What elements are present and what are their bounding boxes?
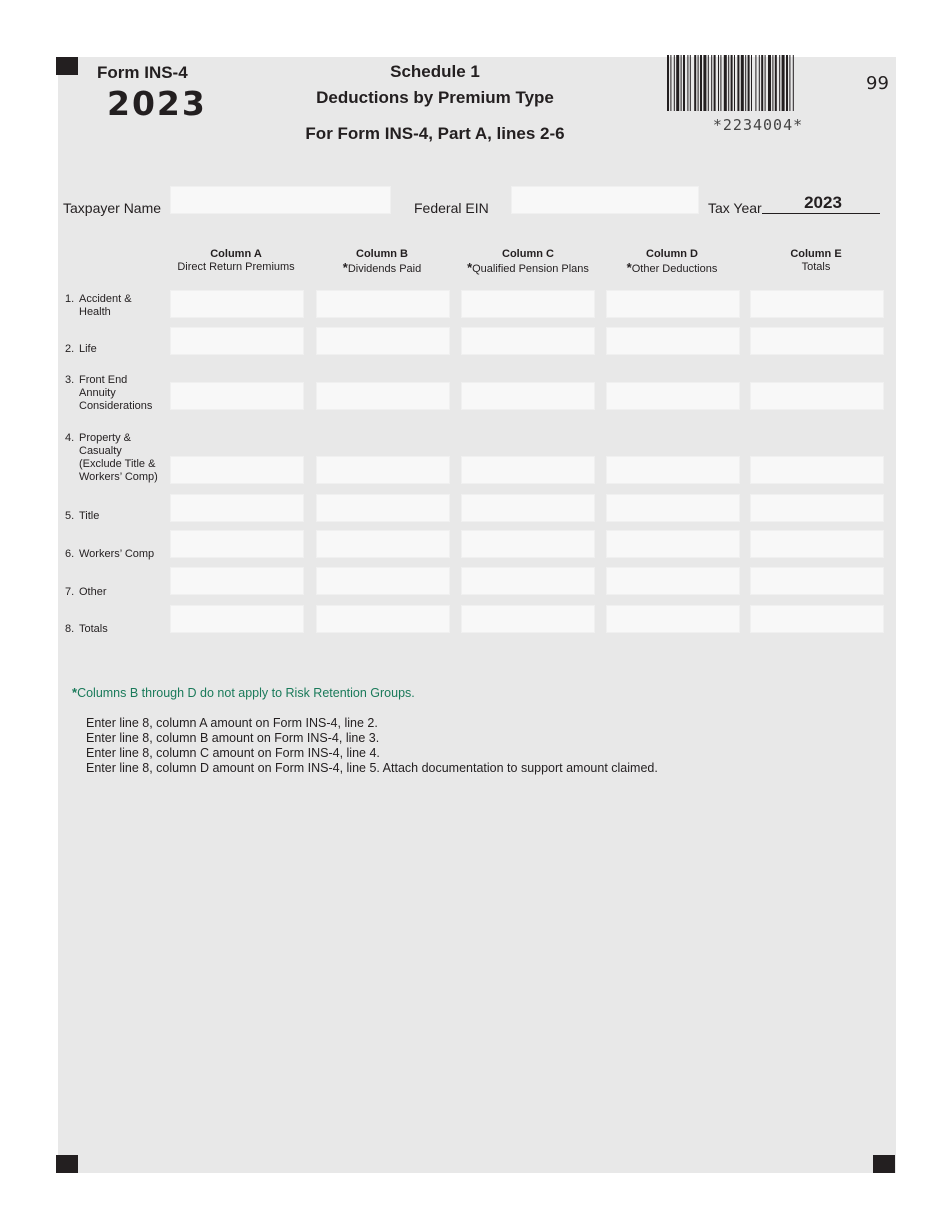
column-d-header	[602, 248, 742, 276]
line-4-column-d-input[interactable]	[606, 456, 740, 484]
row-5-label: 5. Title	[65, 510, 100, 522]
risk-retention-note	[72, 685, 415, 700]
line-3-column-c-input[interactable]	[461, 382, 595, 410]
taxpayer-name-input[interactable]	[170, 186, 391, 214]
column-b-subtitle: Dividends Paid	[347, 263, 422, 275]
asterisk-icon: *	[342, 260, 348, 275]
federal-ein-label: Federal EIN	[414, 200, 489, 216]
tax-year-underline	[762, 213, 880, 214]
column-c-subtitle: Qualified Pension Plans	[472, 263, 589, 275]
barcode-icon	[667, 55, 849, 111]
schedule-title: Schedule 1	[390, 62, 480, 81]
form-id: Form INS-4	[97, 63, 188, 82]
line-2-column-c-input[interactable]	[461, 327, 595, 355]
column-a-title: Column A	[210, 248, 262, 260]
federal-ein-input[interactable]	[511, 186, 699, 214]
line-7-column-c-input[interactable]	[461, 567, 595, 595]
line-1-column-c-input[interactable]	[461, 290, 595, 318]
line-8-column-e-input[interactable]	[750, 605, 884, 633]
row-6-label: 6. Workers’ Comp	[65, 548, 155, 560]
line-8-column-c-input[interactable]	[461, 605, 595, 633]
schedule-reference: For Form INS-4, Part A, lines 2-6	[305, 124, 565, 143]
line-3-column-e-input[interactable]	[750, 382, 884, 410]
line-2-column-e-input[interactable]	[750, 327, 884, 355]
line-5-column-b-input[interactable]	[316, 494, 450, 522]
line-5-column-a-input[interactable]	[170, 494, 304, 522]
line-5-column-c-input[interactable]	[461, 494, 595, 522]
line-3-column-a-input[interactable]	[170, 382, 304, 410]
line-4-column-c-input[interactable]	[461, 456, 595, 484]
asterisk-icon: *	[467, 260, 473, 275]
column-c-header	[458, 248, 598, 276]
line-7-column-d-input[interactable]	[606, 567, 740, 595]
line-4-column-e-input[interactable]	[750, 456, 884, 484]
page-number: 99	[866, 73, 889, 94]
line-8-column-a-input[interactable]	[170, 605, 304, 633]
line-5-column-d-input[interactable]	[606, 494, 740, 522]
column-b-header	[312, 248, 452, 276]
asterisk-icon: *	[626, 260, 632, 275]
line-7-column-a-input[interactable]	[170, 567, 304, 595]
line-1-column-e-input[interactable]	[750, 290, 884, 318]
line-6-column-b-input[interactable]	[316, 530, 450, 558]
line-5-column-e-input[interactable]	[750, 494, 884, 522]
asterisk-icon: *	[72, 685, 78, 700]
line-1-column-b-input[interactable]	[316, 290, 450, 318]
instruction-line: Enter line 8, column D amount on Form INS-4, line 5. Attach documentation to support amount claimed.	[86, 761, 658, 775]
barcode-text: *2234004*	[712, 116, 804, 134]
row-2-label: 2. Life	[65, 343, 97, 355]
line-6-column-c-input[interactable]	[461, 530, 595, 558]
line-7-column-b-input[interactable]	[316, 567, 450, 595]
column-d-title: Column D	[646, 248, 698, 260]
risk-retention-note-text: Columns B through D do not apply to Risk Retention Groups.	[77, 686, 415, 700]
tax-year-value[interactable]: 2023	[804, 193, 842, 212]
line-2-column-a-input[interactable]	[170, 327, 304, 355]
column-c-title: Column C	[502, 248, 554, 260]
line-1-column-a-input[interactable]	[170, 290, 304, 318]
line-2-column-b-input[interactable]	[316, 327, 450, 355]
column-e-header	[746, 248, 886, 274]
line-2-column-d-input[interactable]	[606, 327, 740, 355]
registration-mark-bottom-right	[873, 1155, 895, 1173]
line-6-column-d-input[interactable]	[606, 530, 740, 558]
line-7-column-e-input[interactable]	[750, 567, 884, 595]
column-e-subtitle: Totals	[801, 261, 831, 273]
line-3-column-b-input[interactable]	[316, 382, 450, 410]
line-8-column-d-input[interactable]	[606, 605, 740, 633]
instruction-line: Enter line 8, column B amount on Form INS-4, line 3.	[86, 731, 380, 745]
form-year: 2023	[107, 84, 207, 123]
row-1-label: 1. Accident & Health	[65, 293, 132, 318]
line-3-column-d-input[interactable]	[606, 382, 740, 410]
column-a-header	[166, 248, 306, 274]
row-7-label: 7. Other	[65, 586, 107, 598]
line-8-column-b-input[interactable]	[316, 605, 450, 633]
line-4-column-a-input[interactable]	[170, 456, 304, 484]
tax-year-label: Tax Year	[708, 200, 762, 216]
column-d-subtitle: Other Deductions	[631, 263, 718, 275]
registration-mark-bottom-left	[56, 1155, 78, 1173]
instruction-line: Enter line 8, column A amount on Form INS-4, line 2.	[86, 716, 378, 730]
column-e-title: Column E	[790, 248, 842, 260]
line-6-column-e-input[interactable]	[750, 530, 884, 558]
instruction-line: Enter line 8, column C amount on Form INS-4, line 4.	[86, 746, 380, 760]
row-3-label: 3. Front End Annuity Considerations	[65, 374, 153, 412]
line-6-column-a-input[interactable]	[170, 530, 304, 558]
line-1-column-d-input[interactable]	[606, 290, 740, 318]
line-4-column-b-input[interactable]	[316, 456, 450, 484]
schedule-subtitle: Deductions by Premium Type	[316, 88, 554, 107]
column-b-title: Column B	[356, 248, 408, 260]
taxpayer-name-label: Taxpayer Name	[63, 200, 162, 216]
row-8-label: 8. Totals	[65, 623, 108, 635]
registration-mark-top-left	[56, 57, 78, 75]
row-4-label: 4. Property & Casualty (Exclude Title & Workers’ Comp)	[65, 432, 158, 483]
column-a-subtitle: Direct Return Premiums	[177, 261, 295, 273]
